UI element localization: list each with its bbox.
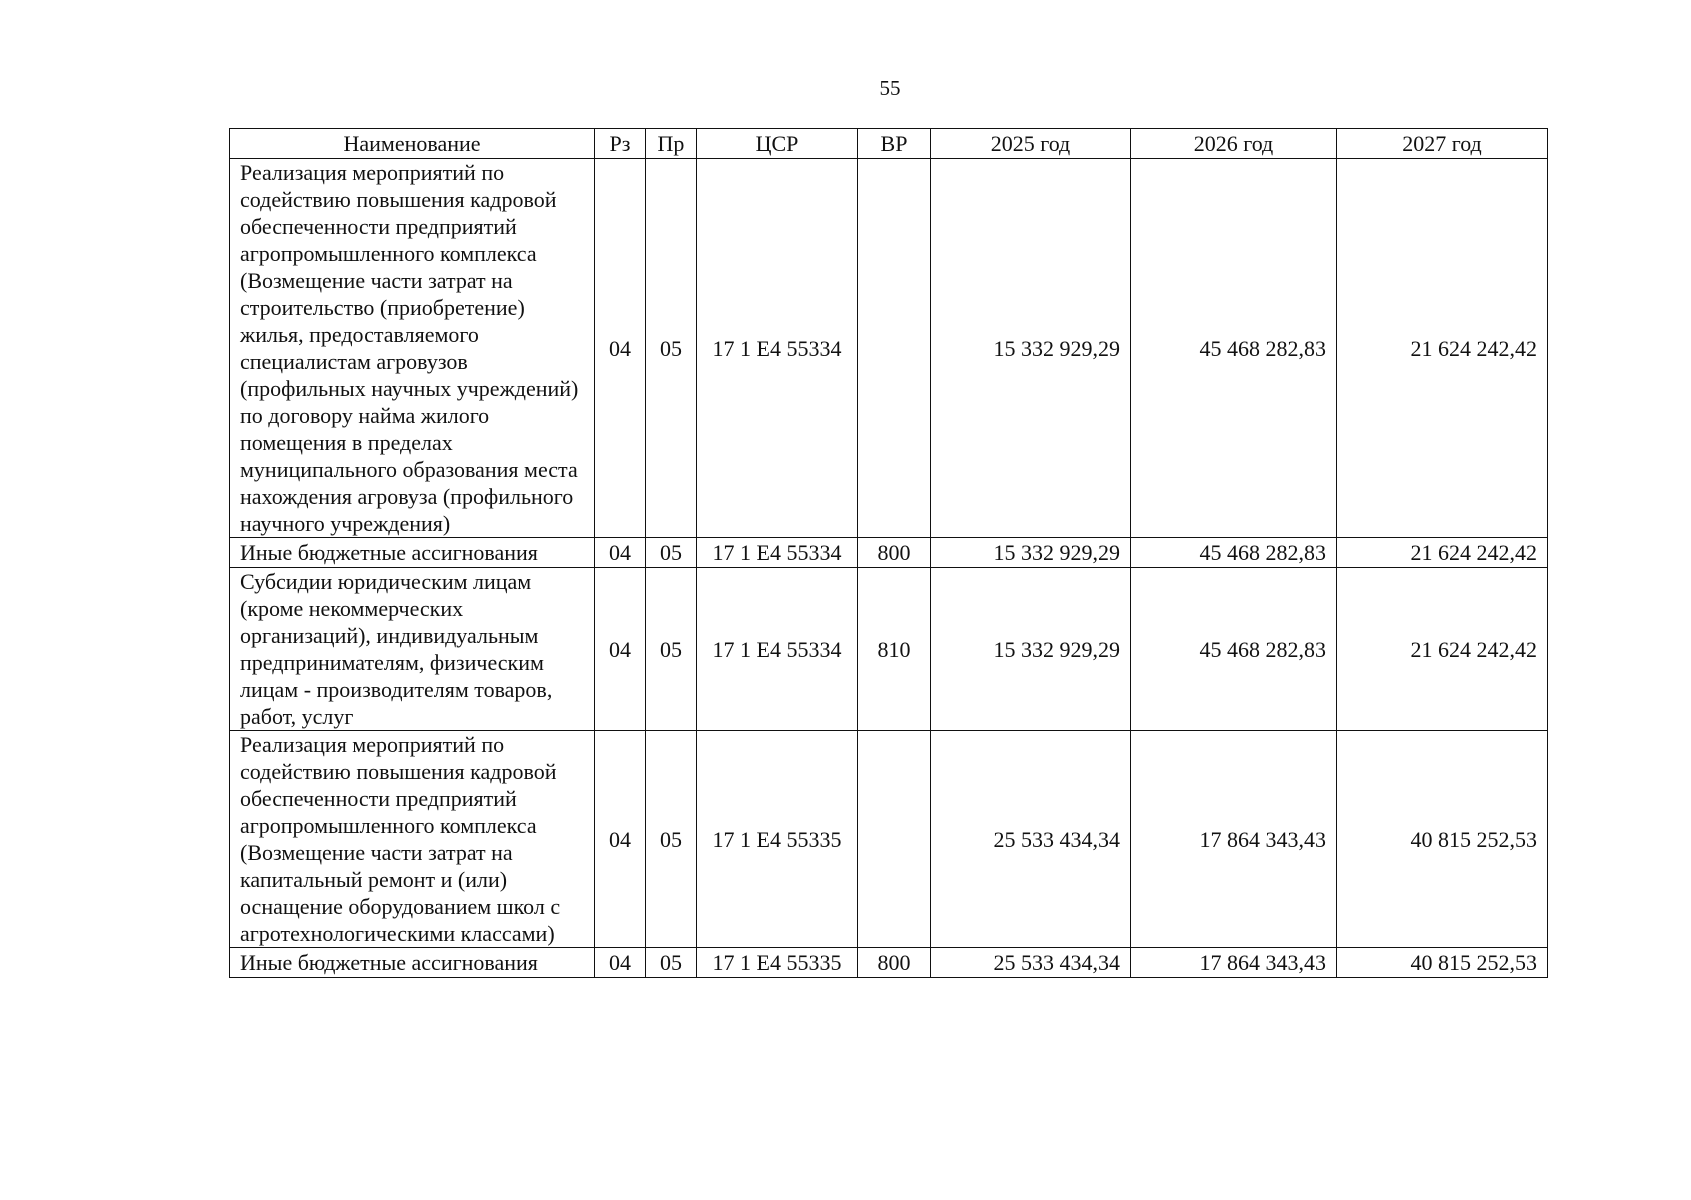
row-pr: 05: [646, 568, 697, 731]
table-header-row: [230, 129, 1548, 159]
row-rz: 04: [595, 948, 646, 978]
row-pr: 05: [646, 731, 697, 948]
row-csr: 17 1 Е4 55334: [697, 159, 858, 538]
row-csr: 17 1 Е4 55334: [697, 568, 858, 731]
table-row: [230, 948, 1548, 978]
header-2025: 2025 год: [931, 129, 1131, 159]
table-row: [230, 568, 1548, 731]
row-rz: 04: [595, 568, 646, 731]
row-csr: 17 1 Е4 55335: [697, 948, 858, 978]
header-pr: Пр: [646, 129, 697, 159]
header-vr: ВР: [858, 129, 931, 159]
row-amount-2026: 17 864 343,43: [1131, 948, 1337, 978]
header-2026: 2026 год: [1131, 129, 1337, 159]
row-amount-2026: 45 468 282,83: [1131, 538, 1337, 568]
row-name: Иные бюджетные ассигнования: [230, 948, 595, 978]
row-amount-2027: 40 815 252,53: [1337, 731, 1548, 948]
table-row: [230, 159, 1548, 538]
row-rz: 04: [595, 538, 646, 568]
header-2027: 2027 год: [1337, 129, 1548, 159]
row-vr: [858, 731, 931, 948]
row-amount-2026: 45 468 282,83: [1131, 159, 1337, 538]
row-amount-2026: 45 468 282,83: [1131, 568, 1337, 731]
row-csr: 17 1 Е4 55335: [697, 731, 858, 948]
row-amount-2027: 21 624 242,42: [1337, 568, 1548, 731]
row-pr: 05: [646, 159, 697, 538]
row-amount-2025: 15 332 929,29: [931, 568, 1131, 731]
row-amount-2025: 25 533 434,34: [931, 731, 1131, 948]
row-name: Реализация мероприятий по содействию повышения кадровой обеспеченности предприятий агропромышленного комплекса (Возмещение части затрат на строительство (приобретение) жилья, предоставляемого специалистам агровузов (профильных научных учреждений) по договору найма жилого помещения в пределах муниципального образования места нахождения агровуза (профильного научного учреждения): [230, 159, 595, 538]
header-csr: ЦСР: [697, 129, 858, 159]
row-amount-2025: 25 533 434,34: [931, 948, 1131, 978]
row-name: Субсидии юридическим лицам (кроме некоммерческих организаций), индивидуальным предпринимателям, физическим лицам - производителям товаров, работ, услуг: [230, 568, 595, 731]
row-name: Реализация мероприятий по содействию повышения кадровой обеспеченности предприятий агропромышленного комплекса (Возмещение части затрат на капитальный ремонт и (или) оснащение оборудованием школ с агротехнологическими классами): [230, 731, 595, 948]
row-amount-2026: 17 864 343,43: [1131, 731, 1337, 948]
row-pr: 05: [646, 948, 697, 978]
row-amount-2025: 15 332 929,29: [931, 159, 1131, 538]
header-rz: Рз: [595, 129, 646, 159]
row-amount-2025: 15 332 929,29: [931, 538, 1131, 568]
row-pr: 05: [646, 538, 697, 568]
table-row: [230, 538, 1548, 568]
budget-table: [229, 128, 1548, 978]
row-csr: 17 1 Е4 55334: [697, 538, 858, 568]
row-amount-2027: 21 624 242,42: [1337, 538, 1548, 568]
page-number: 55: [879, 76, 901, 100]
row-vr: 800: [858, 948, 931, 978]
table-row: [230, 731, 1548, 948]
row-rz: 04: [595, 731, 646, 948]
row-rz: 04: [595, 159, 646, 538]
header-name: Наименование: [230, 129, 595, 159]
row-vr: [858, 159, 931, 538]
row-name: Иные бюджетные ассигнования: [230, 538, 595, 568]
row-amount-2027: 40 815 252,53: [1337, 948, 1548, 978]
row-vr: 800: [858, 538, 931, 568]
row-vr: 810: [858, 568, 931, 731]
row-amount-2027: 21 624 242,42: [1337, 159, 1548, 538]
